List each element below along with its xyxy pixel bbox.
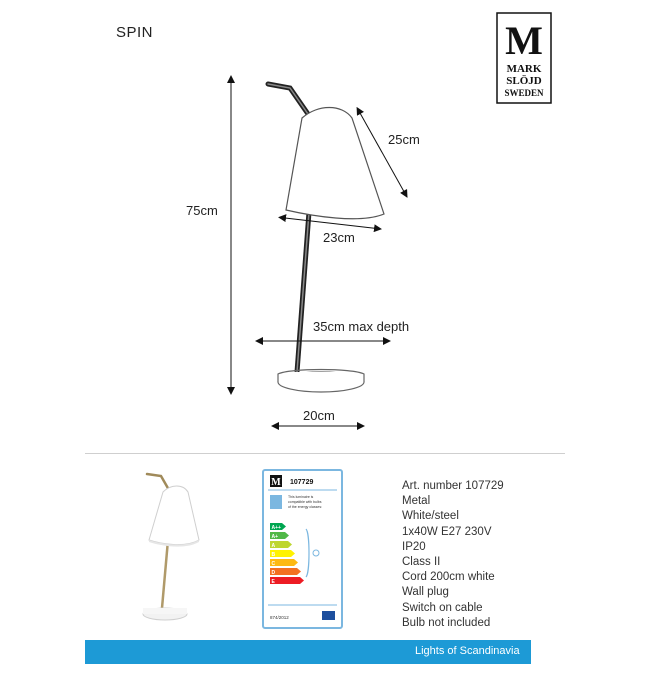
logo-letter: M: [505, 18, 543, 63]
energy-class-label: A+: [271, 533, 279, 540]
shade-diameter-dimension-line: [285, 218, 381, 229]
energy-class-label: A++: [271, 524, 281, 531]
footer-text: Lights of Scandinavia: [415, 645, 520, 657]
energy-class-label: B: [271, 551, 276, 558]
energy-bracket: [306, 529, 309, 577]
spec-item: Wall plug: [402, 586, 449, 599]
energy-class-label: C: [271, 560, 276, 567]
spec-item: Art. number 107729: [402, 480, 504, 492]
spec-item: Metal: [402, 495, 431, 508]
logo-line1: MARK: [506, 63, 542, 75]
spec-item: Bulb not included: [402, 616, 491, 629]
compatible-bulb-icon: [313, 550, 319, 556]
spec-item: IP20: [402, 540, 426, 553]
energy-regulation: 874/2012: [270, 615, 289, 620]
logo-line3: SWEDEN: [504, 88, 544, 98]
logo-line2: SLÖJD: [506, 75, 542, 87]
shade-diameter-label: 23cm: [323, 230, 355, 245]
energy-label: [262, 469, 343, 629]
svg-text:This luminaire is: This luminaire is: [288, 495, 314, 499]
shade-length-label: 25cm: [388, 132, 420, 147]
energy-class-bar: [270, 577, 304, 584]
product-photo: [125, 468, 205, 628]
spec-item: Cord 200cm white: [402, 571, 495, 584]
energy-class-label: D: [271, 569, 276, 576]
energy-label-graphic: [264, 471, 341, 627]
energy-article-number: 107729: [290, 479, 314, 486]
energy-class-label: A: [271, 542, 276, 549]
lamp-shade: [286, 108, 384, 219]
footer-bar: [85, 640, 531, 664]
spec-item: Class II: [402, 556, 441, 569]
height-label: 75cm: [186, 203, 218, 218]
spec-item: Switch on cable: [402, 601, 483, 614]
spec-item: 1x40W E27 230V: [402, 525, 492, 538]
product-title: SPIN: [116, 24, 154, 41]
base-label: 20cm: [303, 408, 335, 423]
svg-text:M: M: [271, 477, 281, 488]
depth-label: 35cm max depth: [313, 319, 410, 334]
svg-text:of the energy classes:: of the energy classes:: [288, 505, 323, 509]
lamp-arm: [268, 84, 308, 114]
energy-class-label: E: [271, 578, 275, 585]
section-divider: [85, 453, 565, 454]
spec-item: White/steel: [402, 510, 459, 523]
specifications-list: [402, 479, 504, 631]
svg-text:compatible with bulbs: compatible with bulbs: [288, 500, 322, 504]
eu-flag-icon: [322, 611, 335, 620]
energy-class-scale: [270, 523, 304, 585]
bulb-icon: [270, 495, 282, 509]
